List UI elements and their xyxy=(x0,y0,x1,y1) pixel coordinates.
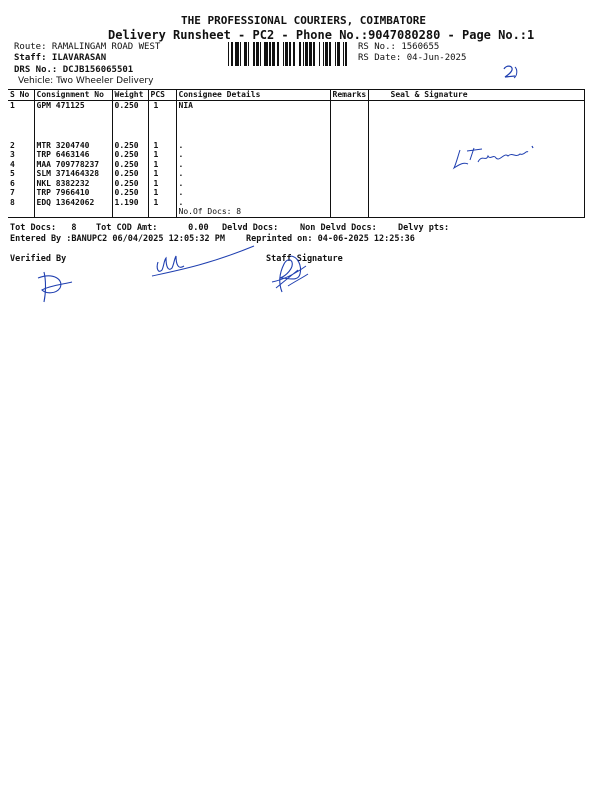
table-row: 6 NKL 8382232 0.250 1 . xyxy=(8,179,584,189)
reprinted-on: Reprinted on: 04-06-2025 12:25:36 xyxy=(246,234,415,244)
non-delvd-docs: Non Delvd Docs: xyxy=(300,223,377,233)
runsheet-title: Delivery Runsheet - PC2 - Phone No.:9047080280 - Page No.:1 xyxy=(108,28,535,42)
company-name: THE PROFESSIONAL COURIERS, COIMBATORE xyxy=(181,14,427,27)
staff: Staff: ILAVARASAN xyxy=(14,53,107,63)
barcode xyxy=(228,42,350,66)
vehicle: Vehicle: Two Wheeler Delivery xyxy=(18,76,154,86)
col-weight: Weight xyxy=(112,90,148,101)
table-row: 5 SLM 371464328 0.250 1 . xyxy=(8,169,584,179)
delvy-pts: Delvy pts: xyxy=(398,223,450,233)
col-remarks: Remarks xyxy=(330,90,368,101)
table-row: 2 MTR 3204740 0.250 1 . xyxy=(8,141,584,151)
table-spacer-row xyxy=(8,111,584,141)
handwritten-mark xyxy=(500,64,520,80)
verified-by-signature xyxy=(34,268,80,304)
staff-signature-label: Staff Signature xyxy=(266,254,343,264)
verified-by-label: Verified By xyxy=(10,254,67,264)
table-row: 4 MAA 709778237 0.250 1 . xyxy=(8,160,584,170)
rs-date: RS Date: 04-Jun-2025 xyxy=(358,53,467,63)
receiver-signature xyxy=(450,142,540,176)
entered-by: Entered By :BANUPC2 06/04/2025 12:05:32 PM xyxy=(10,234,225,244)
staff-signature xyxy=(268,252,312,294)
tot-cod-amt: Tot COD Amt: 0.00 xyxy=(96,223,209,233)
rs-number: RS No.: 1560655 xyxy=(358,42,440,52)
col-pcs: PCS xyxy=(148,90,176,101)
delvd-docs: Delvd Docs: xyxy=(222,223,279,233)
col-seal-signature: Seal & Signature xyxy=(368,90,584,101)
tot-docs: Tot Docs: 8 xyxy=(10,223,77,233)
table-row: 3 TRP 6463146 0.250 1 . xyxy=(8,150,584,160)
table-summary-row xyxy=(8,207,584,217)
col-sno: S No xyxy=(8,90,34,101)
entered-by-signature xyxy=(150,242,260,280)
no-of-docs: No.Of Docs: 8 xyxy=(176,207,330,217)
route: Route: RAMALINGAM ROAD WEST xyxy=(14,42,161,52)
col-consignee: Consignee Details xyxy=(176,90,330,101)
col-consignment: Consignment No xyxy=(34,90,112,101)
drs-number: DRS No.: DCJB156065501 xyxy=(14,65,134,75)
table-header-row xyxy=(8,90,584,101)
table-row: 7 TRP 7966410 0.250 1 . xyxy=(8,188,584,198)
table-row: 8 EDQ 13642062 1.190 1 . xyxy=(8,198,584,208)
table-row: 1 GPM 471125 0.250 1 NIA xyxy=(8,101,584,111)
